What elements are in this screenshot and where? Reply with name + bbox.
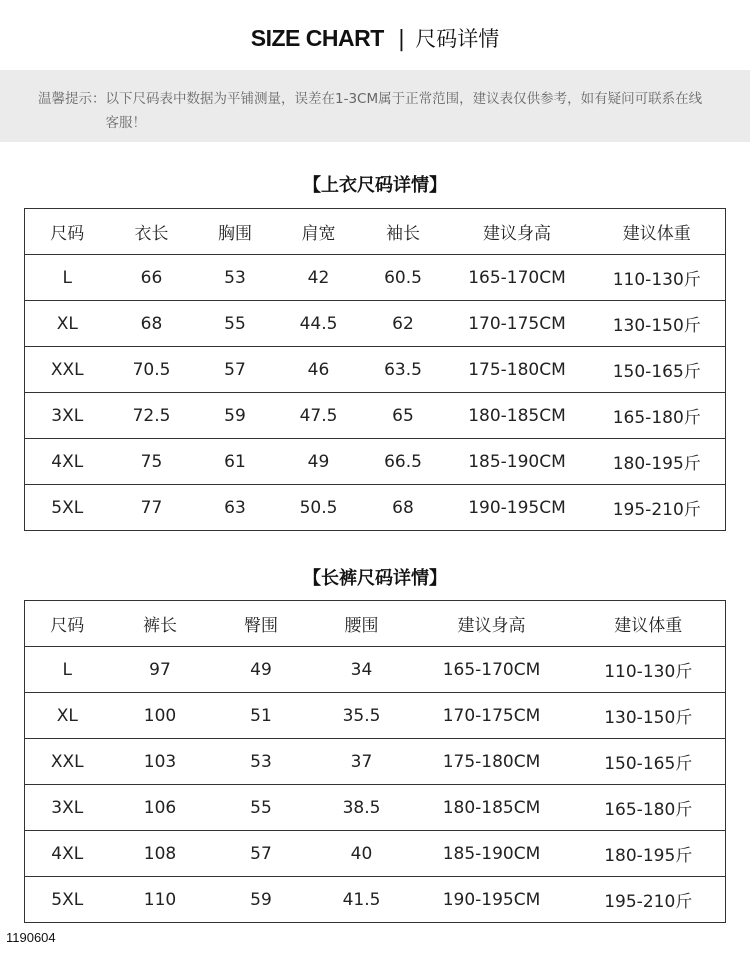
table-cell: 110	[110, 877, 211, 923]
table-cell: 130-150斤	[572, 693, 726, 739]
table-row	[25, 785, 726, 831]
pants-table-title: 【长裤尺码详情】	[303, 568, 447, 589]
table-cell: 165-170CM	[412, 647, 572, 693]
table-cell: 49	[211, 647, 312, 693]
table-cell: 57	[211, 831, 312, 877]
table-cell: 72.5	[110, 393, 194, 439]
table-cell: 42	[277, 255, 361, 301]
title-chinese: 尺码详情	[415, 27, 500, 51]
table-cell: 195-210斤	[572, 877, 726, 923]
table-cell: 44.5	[277, 301, 361, 347]
table-cell: 180-185CM	[446, 393, 589, 439]
table-cell: 170-175CM	[446, 301, 589, 347]
table-cell: L	[25, 255, 110, 301]
table-cell: 59	[211, 877, 312, 923]
table-cell: 190-195CM	[446, 485, 589, 531]
header-cell: 胸围	[194, 209, 277, 255]
table-cell: 130-150斤	[589, 301, 726, 347]
table-cell: 68	[110, 301, 194, 347]
table-row	[25, 739, 726, 785]
table-cell: 165-180斤	[589, 393, 726, 439]
top-table-title: 【上衣尺码详情】	[303, 175, 447, 196]
header-cell: 建议体重	[589, 209, 726, 255]
table-header-row	[25, 601, 726, 647]
table-cell: 175-180CM	[446, 347, 589, 393]
table-cell: 3XL	[25, 393, 110, 439]
table-cell: 77	[110, 485, 194, 531]
table-row	[25, 439, 726, 485]
table-cell: 53	[194, 255, 277, 301]
table-cell: 57	[194, 347, 277, 393]
table-cell: 63.5	[361, 347, 446, 393]
table-cell: 180-195斤	[572, 831, 726, 877]
pants-size-table	[24, 600, 726, 923]
product-code: 1190604	[6, 930, 56, 945]
title-english: SIZE CHART	[250, 25, 384, 51]
table-cell: 100	[110, 693, 211, 739]
notice-text: 以下尺码表中数据为平铺测量，误差在1-3CM属于正常范围，建议表仅供参考，如有疑问可联系在线客服！	[105, 91, 703, 131]
table-cell: 4XL	[25, 439, 110, 485]
table-cell: 150-165斤	[572, 739, 726, 785]
notice-row	[38, 87, 710, 135]
table-cell: 55	[194, 301, 277, 347]
table-cell: 62	[361, 301, 446, 347]
table-cell: 180-185CM	[412, 785, 572, 831]
table-cell: 46	[277, 347, 361, 393]
table-row	[25, 255, 726, 301]
table-cell: 110-130斤	[572, 647, 726, 693]
table-row	[25, 347, 726, 393]
table-cell: 38.5	[312, 785, 412, 831]
table-cell: 4XL	[25, 831, 110, 877]
table-cell: 150-165斤	[589, 347, 726, 393]
header-cell: 衣长	[110, 209, 194, 255]
table-row	[25, 393, 726, 439]
header-cell: 裤长	[110, 601, 211, 647]
notice-banner	[0, 70, 750, 142]
table-row	[25, 831, 726, 877]
table-cell: 70.5	[110, 347, 194, 393]
table-cell: XXL	[25, 739, 110, 785]
table-cell: 170-175CM	[412, 693, 572, 739]
table-cell: 53	[211, 739, 312, 785]
title-separator: |	[397, 27, 406, 52]
table-cell: 165-170CM	[446, 255, 589, 301]
table-cell: 65	[361, 393, 446, 439]
table-row	[25, 647, 726, 693]
table-cell: 180-195斤	[589, 439, 726, 485]
table-cell: 195-210斤	[589, 485, 726, 531]
header-cell: 建议体重	[572, 601, 726, 647]
table-cell: XL	[25, 693, 110, 739]
table-cell: 60.5	[361, 255, 446, 301]
table-header-row	[25, 209, 726, 255]
table-cell: XXL	[25, 347, 110, 393]
header-cell: 建议身高	[412, 601, 572, 647]
header-cell: 尺码	[25, 601, 110, 647]
size-chart-heading	[0, 22, 750, 56]
table-cell: 66	[110, 255, 194, 301]
top-size-table	[24, 208, 726, 531]
table-cell: 175-180CM	[412, 739, 572, 785]
header-cell: 肩宽	[277, 209, 361, 255]
table-cell: 47.5	[277, 393, 361, 439]
table-cell: 35.5	[312, 693, 412, 739]
table-row	[25, 485, 726, 531]
table-cell: 185-190CM	[412, 831, 572, 877]
table-cell: 40	[312, 831, 412, 877]
header-cell: 袖长	[361, 209, 446, 255]
table-cell: 75	[110, 439, 194, 485]
table-cell: 165-180斤	[572, 785, 726, 831]
table-cell: L	[25, 647, 110, 693]
table-row	[25, 301, 726, 347]
header-cell: 尺码	[25, 209, 110, 255]
table-cell: 34	[312, 647, 412, 693]
table-cell: XL	[25, 301, 110, 347]
table-cell: 59	[194, 393, 277, 439]
table-cell: 61	[194, 439, 277, 485]
table-cell: 97	[110, 647, 211, 693]
table-cell: 66.5	[361, 439, 446, 485]
table-cell: 55	[211, 785, 312, 831]
table-cell: 63	[194, 485, 277, 531]
table-cell: 103	[110, 739, 211, 785]
table-cell: 37	[312, 739, 412, 785]
table-cell: 50.5	[277, 485, 361, 531]
header-cell: 腰围	[312, 601, 412, 647]
table-row	[25, 693, 726, 739]
table-cell: 41.5	[312, 877, 412, 923]
table-cell: 108	[110, 831, 211, 877]
table-cell: 110-130斤	[589, 255, 726, 301]
table-cell: 185-190CM	[446, 439, 589, 485]
table-cell: 68	[361, 485, 446, 531]
table-cell: 3XL	[25, 785, 110, 831]
table-cell: 106	[110, 785, 211, 831]
table-cell: 5XL	[25, 877, 110, 923]
header-cell: 建议身高	[446, 209, 589, 255]
table-cell: 51	[211, 693, 312, 739]
table-cell: 190-195CM	[412, 877, 572, 923]
notice-label: 温馨提示：	[38, 91, 106, 107]
table-cell: 5XL	[25, 485, 110, 531]
header-cell: 臀围	[211, 601, 312, 647]
table-row	[25, 877, 726, 923]
table-cell: 49	[277, 439, 361, 485]
